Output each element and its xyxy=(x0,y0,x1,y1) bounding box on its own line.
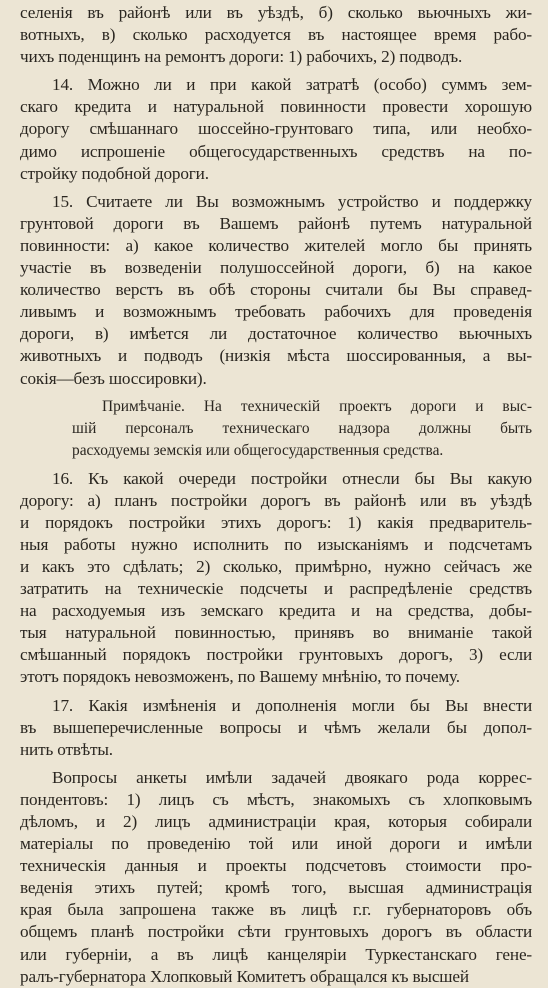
paragraph-q17 xyxy=(20,695,532,761)
text-line: 15. Считаете ли Вы возможнымъ устройство и поддержку xyxy=(52,191,532,211)
text-line: общемъ планѣ постройки сѣти грунтовыхъ дорогъ въ области xyxy=(20,922,532,942)
text-line: скаго кредита и натуральной повинности провести хорошую xyxy=(20,97,532,117)
text-line: димо испрошеніе общегосударственныхъ средствъ на по- xyxy=(20,141,532,161)
text-line: шій персоналъ техническаго надзора должны быть xyxy=(72,419,532,437)
text-line: и порядокъ постройки этихъ дорогъ: 1) какія предваритель- xyxy=(20,512,532,532)
paragraph-q15 xyxy=(20,191,532,390)
text-line: 17. Какія измѣненія и дополненія могли бы Вы внести xyxy=(52,695,532,715)
text-line: участіе въ возведеніи полушоссейной дороги, б) на какое xyxy=(20,258,532,278)
text-line: дорогу смѣшаннаго шоссейно-грунтоваго типа, или необхо- xyxy=(20,119,532,139)
text-line: затратить на техническіе подсчеты и распредѣленіе средствъ xyxy=(20,579,532,599)
text-line: и какъ это сдѣлать; 2) сколько, примѣрно, нужно сейчасъ же xyxy=(20,556,532,576)
text-line: техническія данныя и проекты подсчетовъ стоимости про- xyxy=(20,856,532,876)
text-line: вотныхъ, в) сколько расходуется въ настоящее время рабо- xyxy=(20,25,532,45)
text-line: тыя натуральной повинностью, принявъ во вниманіе такой xyxy=(20,623,532,643)
text-line: въ вышеперечисленные вопросы и чѣмъ желали бы допол- xyxy=(20,717,532,737)
text-line: расходуемы земскія или общегосударственныя средства. xyxy=(72,441,444,459)
text-line: чихъ поденщинъ на ремонтъ дороги: 1) рабочихъ, 2) подводъ. xyxy=(20,47,463,67)
text-line: селенія въ районѣ или въ уѣздѣ, б) сколько вьючныхъ жи- xyxy=(20,3,532,22)
text-line: пондентовъ: 1) лицъ съ мѣстъ, знакомыхъ съ хлопковымъ xyxy=(20,789,532,809)
text-line: 14. Можно ли и при какой затратѣ (особо) суммъ зем- xyxy=(52,75,532,95)
paragraph-note xyxy=(72,396,532,462)
document-body xyxy=(20,2,532,988)
text-line: веденія этихъ путей; кромѣ того, высшая администрація xyxy=(20,878,532,898)
text-line: количество верстъ въ обѣ стороны считали бы Вы справед- xyxy=(20,280,532,300)
text-line: смѣшанный порядокъ постройки грунтовыхъ дорогъ, 3) если xyxy=(20,645,532,665)
text-line: нить отвѣты. xyxy=(20,739,113,759)
text-line: или губерніи, а въ лицѣ канцеляріи Туркестанскаго гене- xyxy=(20,944,532,964)
text-line: Вопросы анкеты имѣли задачей двоякаго рода коррес- xyxy=(52,767,532,787)
text-line: ныя работы нужно исполнить по изысканіямъ и подсчетамъ xyxy=(20,534,532,554)
text-line: ралъ-губернатора Хлопковый Комитетъ обращался къ высшей xyxy=(20,966,469,986)
text-line: дѣломъ, и 2) лицъ администраціи края, которыя собирали xyxy=(20,812,532,831)
text-line: повинности: а) какое количество жителей могло бы принять xyxy=(20,235,532,255)
text-line: Примѣчаніе. На техническій проектъ дороги и выс- xyxy=(102,397,532,415)
text-line: животныхъ и подводъ (низкія мѣста шоссированныя, а вы- xyxy=(20,346,532,366)
text-line: дороги, в) имѣется ли достаточное количество вьючныхъ xyxy=(20,324,532,344)
paragraph-closing xyxy=(20,767,532,988)
text-line: края была запрошена также въ лицѣ г.г. губернаторовъ объ xyxy=(20,900,532,920)
paragraph-q16 xyxy=(20,468,532,689)
text-line: сокія—безъ шоссировки). xyxy=(20,368,207,388)
text-line: дорогу: а) планъ постройки дорогъ въ районѣ или въ уѣздѣ xyxy=(20,490,532,510)
text-line: стройку подобной дороги. xyxy=(20,163,209,183)
text-line: грунтовой дороги въ Вашемъ районѣ путемъ натуральной xyxy=(20,213,532,233)
text-line: 16. Къ какой очереди постройки отнесли бы Вы какую xyxy=(52,468,532,488)
text-line: на расходуемыя изъ земскаго кредита и на средства, добы- xyxy=(20,601,532,621)
text-line: матеріалы по проведенію той или иной дороги и имѣли xyxy=(20,834,532,854)
text-line: этотъ порядокъ невозможенъ, по Вашему мнѣнію, то почему. xyxy=(20,667,460,687)
text-line: ливымъ и возможнымъ требовать рабочихъ для проведенія xyxy=(20,302,532,322)
paragraph-p13-tail xyxy=(20,2,532,68)
paragraph-q14 xyxy=(20,74,532,184)
